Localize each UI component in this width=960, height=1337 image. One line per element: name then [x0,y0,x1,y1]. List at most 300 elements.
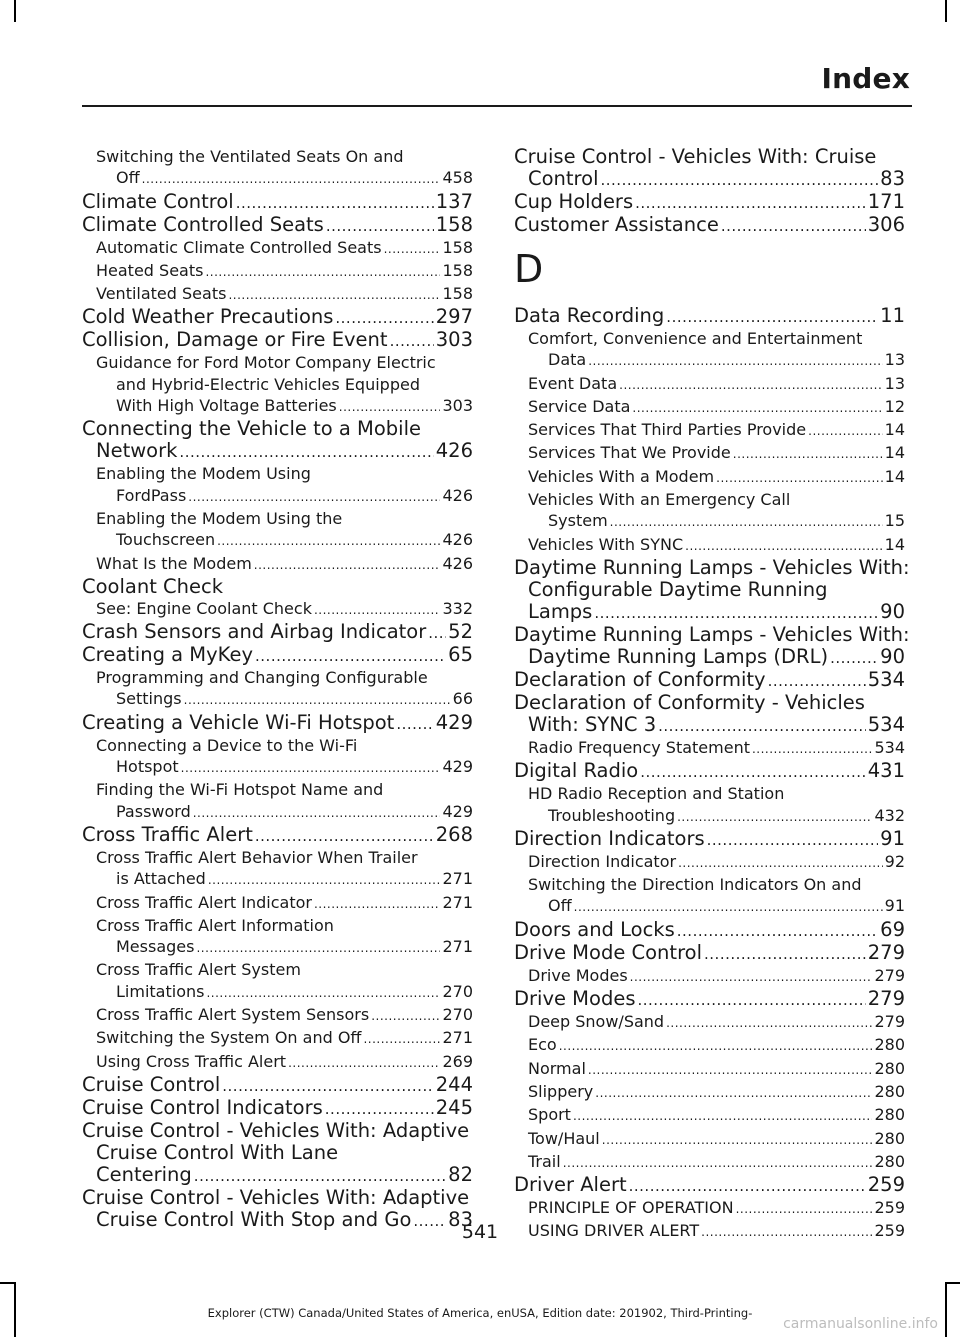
page-reference[interactable]: 15 [884,511,905,531]
index-entry[interactable] [82,576,473,598]
crop-mark [945,0,947,22]
index-subentry[interactable] [82,260,473,283]
index-subentry[interactable] [82,146,473,191]
entry-text: Customer Assistance [514,213,719,236]
dot-leader [325,1097,434,1120]
entry-text: Declaration of Conformity - Vehicles [514,690,865,714]
index-entry[interactable] [514,555,910,624]
dot-leader [677,805,872,828]
entry-text: Troubleshooting [548,805,676,825]
page-reference[interactable]: 83 [448,1207,473,1231]
page-reference[interactable]: 245 [435,1095,473,1119]
index-entry[interactable] [514,191,905,214]
entry-text: Automatic Climate Controlled Seats [96,237,382,257]
entry-line [82,395,473,418]
page-reference[interactable]: 306 [867,213,905,236]
page-reference[interactable]: 280 [874,1105,905,1125]
dot-leader [632,396,882,419]
entry-text: Cruise Control With Stop and Go [96,1207,412,1231]
entry-text: Cup Holders [514,190,634,213]
index-subentry[interactable] [82,667,473,712]
page-reference[interactable]: 270 [442,981,473,1001]
dot-leader [142,167,441,190]
dot-leader [629,1174,866,1197]
entry-line [514,373,905,396]
entry-line [82,801,473,824]
index-entry[interactable] [82,824,473,847]
index-entry[interactable] [514,669,905,692]
index-entry[interactable] [82,1120,473,1187]
page-reference[interactable]: 303 [442,396,473,416]
dot-leader [752,737,872,760]
entry-text: Centering [96,1162,192,1186]
entry-text: Off [116,168,140,188]
index-subentry[interactable] [514,1197,905,1220]
page-reference[interactable]: 534 [874,737,905,757]
page-reference[interactable]: 271 [442,869,473,889]
index-entry[interactable] [514,760,905,783]
entry-text: Climate Control [82,189,234,213]
entry-line [514,988,905,1011]
page-reference[interactable]: 426 [442,530,473,550]
dot-leader [595,1081,872,1104]
page-reference[interactable]: 83 [880,167,905,190]
entry-text: Using Cross Traffic Alert [96,1051,287,1071]
page-reference[interactable]: 429 [442,801,473,821]
entry-text: Event Data [528,373,618,393]
index-subentry[interactable] [514,534,905,557]
entry-text: Coolant Check [82,574,224,598]
page-reference[interactable]: 171 [867,190,905,213]
entry-line [82,529,473,552]
page-reference[interactable]: 534 [867,712,905,736]
dot-leader [637,988,865,1011]
entry-line [514,442,905,465]
dot-leader [635,191,866,214]
dot-leader [428,621,446,644]
page-reference[interactable]: 280 [874,1081,905,1101]
entry-text: Slippery [528,1081,594,1101]
entry-text: Vehicles With an Emergency Call [528,490,791,510]
entry-text: Daytime Running Lamps (DRL) [528,644,829,668]
page-reference[interactable]: 303 [435,328,473,352]
page-reference[interactable]: 91 [884,896,905,916]
entry-text: Drive Modes [514,987,636,1011]
page-reference[interactable]: 13 [884,373,905,393]
header-divider [82,105,912,107]
entry-text: Vehicles With SYNC [528,534,684,554]
page-reference[interactable]: 280 [874,1151,905,1171]
dot-leader [254,553,441,576]
entry-line [514,510,905,533]
page-reference[interactable]: 244 [435,1072,473,1096]
index-subentry[interactable] [82,237,473,260]
entry-text: Cross Traffic Alert [82,822,253,846]
crop-mark [0,1282,14,1284]
dot-leader [559,1034,873,1057]
entry-line [82,936,473,959]
page-reference[interactable]: 270 [442,1005,473,1025]
page-reference[interactable]: 259 [867,1173,905,1197]
entry-text: Doors and Locks [514,917,675,941]
dot-leader [390,329,434,352]
entry-text: Crash Sensors and Airbag Indicator [82,620,427,644]
index-subentry[interactable] [82,892,473,915]
entry-text: Cruise Control - Vehicles With: Adaptive [82,1118,470,1142]
entry-text: Cruise Control [82,1072,221,1096]
dot-leader [658,714,866,737]
entry-text: Declaration of Conformity [514,667,766,691]
index-subentry[interactable] [82,1051,473,1074]
entry-text: Services That We Provide [528,443,731,463]
index-subentry[interactable] [514,1081,905,1104]
dot-leader [619,373,883,396]
entry-text: Cruise Control Indicators [82,1095,323,1119]
index-entry[interactable] [514,146,905,191]
index-subentry[interactable] [514,1151,905,1174]
entry-line [82,306,473,329]
page-reference[interactable]: 426 [435,439,473,463]
index-entry[interactable] [514,692,905,737]
index-subentry[interactable] [82,779,473,824]
entry-text: Cross Traffic Alert Information [96,915,334,935]
index-subentry[interactable] [514,851,905,874]
page-reference[interactable]: 90 [880,599,905,623]
index-entry[interactable] [514,622,910,669]
page-reference[interactable]: 271 [442,892,473,912]
index-subentry[interactable] [514,874,905,919]
page-reference[interactable]: 429 [435,710,473,734]
entry-text: With High Voltage Batteries [116,396,337,416]
index-subentry[interactable] [82,735,473,780]
index-entry[interactable] [82,1074,473,1097]
index-subentry[interactable] [82,508,473,553]
page-reference[interactable]: 271 [442,1028,473,1048]
page-reference[interactable]: 14 [884,466,905,486]
page-reference[interactable]: 279 [874,1012,905,1032]
page-reference[interactable]: 65 [448,643,473,667]
index-entry[interactable] [514,988,905,1011]
entry-line [514,965,905,988]
entry-text: Services That Third Parties Provide [528,420,807,440]
page-reference[interactable]: 14 [884,443,905,463]
entry-text: Daytime Running Lamps - Vehicles With: [514,622,910,646]
entry-text: Driver Alert [514,1173,627,1197]
entry-text: Sport [528,1105,571,1125]
entry-line [514,1104,905,1127]
entry-line [514,760,905,783]
entry-line [82,712,473,735]
index-subentry[interactable] [514,419,905,442]
index-subentry[interactable] [514,1034,905,1057]
dot-leader [194,1164,446,1187]
entry-text: Connecting the Vehicle to a Mobile [82,417,422,441]
index-subentry[interactable] [82,598,473,621]
dot-leader [255,644,446,667]
index-subentry[interactable] [82,847,473,892]
page-reference[interactable]: 534 [867,667,905,691]
dot-leader [396,712,433,735]
page-reference[interactable]: 280 [874,1035,905,1055]
entry-line [514,919,905,942]
index-entry[interactable] [82,418,473,463]
entry-line [82,329,473,352]
entry-text: Creating a MyKey [82,643,254,667]
index-column-left [82,146,473,1232]
page-reference[interactable]: 66 [452,689,473,709]
index-entry[interactable] [82,1097,473,1120]
dot-leader [217,529,440,552]
index-subentry[interactable] [514,1128,905,1151]
dot-leader [601,168,879,191]
page-reference[interactable]: 158 [442,237,473,257]
entry-text: Network [96,439,178,463]
dot-leader [196,936,440,959]
dot-leader [314,598,440,621]
dot-leader [707,828,879,851]
entry-line [82,167,473,190]
crop-mark [14,0,16,22]
dot-leader [666,305,878,328]
index-entry[interactable] [82,644,473,667]
crop-mark [946,1282,960,1284]
dot-leader [339,395,441,418]
entry-text: Connecting a Device to the Wi-Fi [96,735,358,755]
entry-text: Cross Traffic Alert Behavior When Trailer [96,847,418,867]
entry-text: Switching the Direction Indicators On and [528,875,862,895]
entry-line [514,851,905,874]
page-reference[interactable]: 259 [874,1198,905,1218]
entry-text: and Hybrid-Electric Vehicles Equipped [116,374,420,394]
dot-leader [288,1051,440,1074]
entry-text: Data [548,350,587,370]
page-reference[interactable]: 426 [442,553,473,573]
entry-text: Lamps [528,599,593,623]
dot-leader [335,306,433,329]
dot-leader [640,760,866,783]
entry-line [82,1051,473,1074]
entry-text: Guidance for Ford Motor Company Electric [96,353,436,373]
dot-leader [610,510,883,533]
page-reference[interactable]: 429 [442,757,473,777]
dot-leader [179,440,433,463]
entry-text: Comfort, Convenience and Entertainment [528,329,863,348]
entry-text: Messages [116,937,195,957]
index-subentry[interactable] [514,466,905,489]
entry-text: Cross Traffic Alert System Sensors [96,1005,370,1025]
page-reference[interactable]: 69 [880,917,905,941]
page-reference[interactable]: 52 [448,620,473,644]
dot-leader [588,349,882,372]
index-entry[interactable] [82,214,473,237]
page-reference[interactable]: 137 [435,189,473,213]
watermark: carmanualsonline.info [783,1316,938,1332]
entry-text: Password [116,801,191,821]
entry-line [514,349,905,372]
index-subentry[interactable] [82,352,473,418]
page-reference[interactable]: 269 [442,1051,473,1071]
dot-leader [206,981,440,1004]
entry-text: System [548,511,608,531]
page-reference[interactable]: 11 [880,304,905,327]
page-reference[interactable]: 332 [442,598,473,618]
index-subentry[interactable] [82,463,473,508]
page-reference[interactable]: 297 [435,305,473,329]
page-reference[interactable]: 12 [884,396,905,416]
dot-leader [181,756,441,779]
entry-line [514,1034,905,1057]
index-subentry[interactable] [514,396,905,419]
dot-leader [666,1011,872,1034]
index-entry[interactable] [514,1174,905,1197]
dot-leader [678,851,883,874]
dot-leader [228,283,440,306]
entry-text: Control [528,167,599,190]
entry-text: Enabling the Modem Using [96,464,311,484]
entry-text: Eco [528,1035,557,1055]
page-reference[interactable]: 431 [867,759,905,783]
page-reference[interactable]: 158 [435,212,473,236]
dot-leader [326,214,434,237]
index-subentry[interactable] [82,1027,473,1050]
entry-text: PRINCIPLE OF OPERATION [528,1198,734,1218]
dot-leader [371,1004,440,1027]
index-entry[interactable] [514,828,905,851]
index-subentry[interactable] [514,1104,905,1127]
entry-line [514,737,905,760]
page-reference[interactable]: 458 [442,168,473,188]
index-entry[interactable] [514,214,905,237]
entry-text: Climate Controlled Seats [82,212,324,236]
dot-leader [208,868,441,891]
page-reference[interactable]: 92 [884,851,905,871]
page-reference[interactable]: 279 [867,940,905,964]
entry-line [514,1011,905,1034]
entry-text: Settings [116,689,182,709]
dot-leader [704,942,866,965]
page-reference[interactable]: 432 [874,805,905,825]
entry-line [514,714,905,737]
index-entry[interactable] [82,329,473,352]
entry-text: What Is the Modem [96,553,252,573]
page-reference[interactable]: 14 [884,534,905,554]
dot-leader [736,1197,873,1220]
index-subentry[interactable] [514,1011,905,1034]
entry-text: Normal [528,1058,586,1078]
entry-line [514,601,905,624]
index-subentry[interactable] [514,1058,905,1081]
index-entry[interactable] [514,919,905,942]
page-reference[interactable]: 13 [884,350,905,370]
entry-line [82,688,473,711]
entry-text: Cruise Control With Lane [96,1140,339,1164]
entry-line [514,305,905,328]
index-entry[interactable] [82,191,473,214]
entry-text: Cross Traffic Alert Indicator [96,892,312,912]
index-subentry[interactable] [82,283,473,306]
entry-text: Cruise Control - Vehicles With: Adaptive [82,1185,470,1209]
page-reference[interactable]: 158 [442,284,473,304]
page-reference[interactable]: 91 [880,826,905,850]
page-title: Index [821,62,910,95]
entry-line [514,646,905,669]
entry-line [514,168,905,191]
page-reference[interactable]: 268 [435,822,473,846]
dot-leader [193,801,441,824]
dot-leader [677,919,878,942]
page-reference[interactable]: 259 [874,1221,905,1241]
index-column-right [514,145,910,1244]
index-entry[interactable] [82,712,473,735]
page-reference[interactable]: 271 [442,937,473,957]
index-subentry[interactable] [514,783,905,828]
index-entry[interactable] [514,305,905,328]
dot-leader [733,442,883,465]
page-reference[interactable]: 158 [442,260,473,280]
entry-text: is Attached [116,869,206,889]
index-subentry[interactable] [82,959,473,1004]
entry-line [82,868,473,891]
index-entry[interactable] [82,306,473,329]
index-subentry[interactable] [514,373,905,396]
entry-line [82,1027,473,1050]
entry-line [82,981,473,1004]
page-reference[interactable]: 280 [874,1128,905,1148]
index-entry[interactable] [514,942,905,965]
entry-text: Radio Frequency Statement [528,737,750,757]
page-reference[interactable]: 90 [880,644,905,668]
entry-text: Configurable Daytime Running [528,577,828,601]
entry-text: USING DRIVER ALERT [528,1221,700,1241]
index-subentry[interactable] [514,328,905,373]
entry-line [82,1074,473,1097]
entry-line [514,1081,905,1104]
entry-text: HD Radio Reception and Station [528,784,785,804]
page-reference[interactable]: 14 [884,420,905,440]
index-subentry[interactable] [514,442,905,465]
entry-text: With: SYNC 3 [528,712,657,736]
entry-line [514,534,905,557]
entry-line [82,598,473,621]
index-entry[interactable] [82,621,473,644]
entry-text: Creating a Vehicle Wi-Fi Hotspot [82,710,395,734]
page-reference[interactable]: 426 [442,485,473,505]
dot-leader [363,1027,440,1050]
index-subentry[interactable] [82,915,473,960]
index-subentry[interactable] [514,737,905,760]
page-reference[interactable]: 279 [867,987,905,1011]
index-subentry[interactable] [514,489,905,534]
dot-leader [222,1074,434,1097]
index-subentry[interactable] [82,553,473,576]
entry-line [514,1151,905,1174]
entry-line [82,260,473,283]
entry-line [514,191,905,214]
dot-leader [188,485,440,508]
entry-text: Trail [528,1151,561,1171]
entry-line [82,1164,473,1187]
index-subentry[interactable] [514,965,905,988]
entry-line [82,1097,473,1120]
page-reference[interactable]: 280 [874,1058,905,1078]
entry-text: Limitations [116,981,205,1001]
entry-line [82,191,473,214]
index-subentry[interactable] [82,1004,473,1027]
page-reference[interactable]: 279 [874,965,905,985]
page-reference[interactable]: 82 [448,1162,473,1186]
entry-text: Switching the Ventilated Seats On and [96,147,404,166]
entry-text: Direction Indicators [514,826,705,850]
